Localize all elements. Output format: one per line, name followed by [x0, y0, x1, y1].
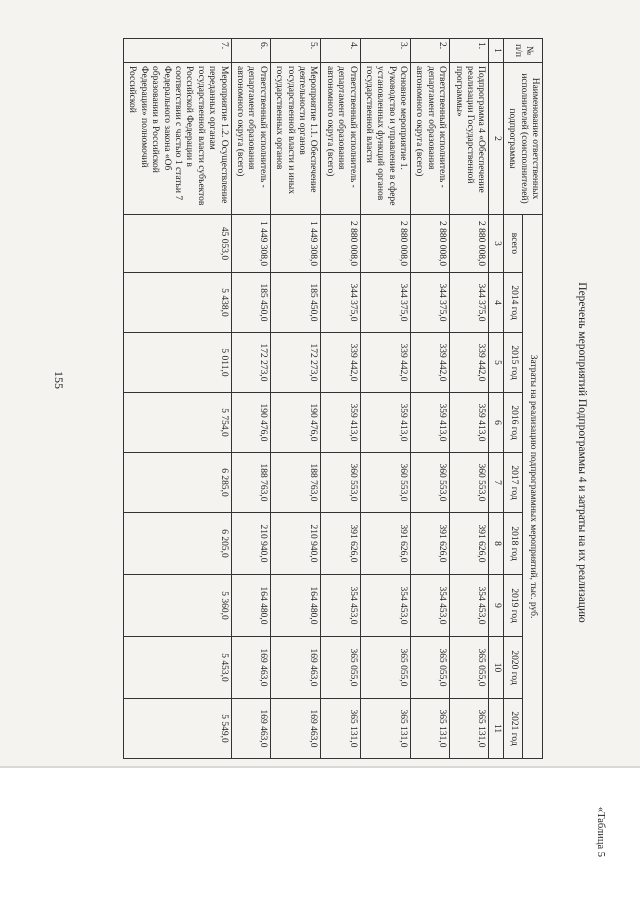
table-row	[411, 39, 450, 759]
index-cell: 5	[489, 333, 503, 393]
row-number: 4.	[321, 39, 360, 63]
header-year: 2021 год	[503, 699, 523, 759]
table-row	[270, 39, 321, 759]
table-row	[450, 39, 489, 759]
row-year-value: 190 476,0	[270, 393, 321, 453]
row-name: Подпрограмма 4 «Обеспечение реализации Государственной программы»	[450, 63, 489, 215]
row-number: 7.	[124, 39, 232, 63]
row-year-value: 359 413,0	[360, 393, 411, 453]
row-total: 45 053,0	[124, 215, 232, 273]
row-year-value: 339 442,0	[321, 333, 360, 393]
table-row	[360, 39, 411, 759]
index-cell: 11	[489, 699, 503, 759]
row-year-value: 210 940,0	[231, 513, 270, 575]
row-year-value: 359 413,0	[321, 393, 360, 453]
row-year-value: 360 553,0	[450, 453, 489, 513]
row-total: 2 880 008,0	[321, 215, 360, 273]
row-year-value: 365 055,0	[450, 637, 489, 699]
table-caption: Перечень мероприятий Подпрограммы 4 и затраты на их реализацию	[576, 282, 588, 623]
costs-table	[123, 38, 543, 759]
row-year-value: 391 626,0	[360, 513, 411, 575]
row-year-value: 354 453,0	[411, 575, 450, 637]
row-year-value: 5 453,0	[124, 637, 232, 699]
row-year-value: 210 940,0	[270, 513, 321, 575]
row-year-value: 344 375,0	[450, 273, 489, 333]
row-year-value: 185 450,0	[270, 273, 321, 333]
row-number: 3.	[360, 39, 411, 63]
row-year-value: 365 131,0	[411, 699, 450, 759]
table-label: «Таблица 5	[595, 806, 606, 857]
row-year-value: 391 626,0	[411, 513, 450, 575]
row-year-value: 359 413,0	[450, 393, 489, 453]
row-name: Основное мероприятие 1. Руководство и управление в сфере установленных функций органов государственной власти	[360, 63, 411, 215]
header-year: 2016 год	[503, 393, 523, 453]
row-year-value: 391 626,0	[450, 513, 489, 575]
index-row	[489, 39, 503, 759]
header-costs: Затраты на реализацию подпрограммных мероприятий, тыс. руб.	[523, 215, 543, 759]
row-year-value: 365 055,0	[360, 637, 411, 699]
row-year-value: 365 055,0	[411, 637, 450, 699]
row-year-value: 6 205,0	[124, 513, 232, 575]
row-year-value: 344 375,0	[321, 273, 360, 333]
row-year-value: 164 480,0	[231, 575, 270, 637]
index-cell: 2	[489, 63, 503, 215]
row-year-value: 169 463,0	[270, 699, 321, 759]
row-year-value: 365 131,0	[450, 699, 489, 759]
scan-edge	[0, 766, 640, 768]
row-name: Мероприятие 1.2. Осуществление переданных органам государственной власти субъектов Российской Федерации в соответствии с частью 1 статьи 7 Федерального закона «Об образовании в Российской Федерации» полномочий Российской	[124, 63, 232, 215]
index-cell: 6	[489, 393, 503, 453]
row-year-value: 169 463,0	[270, 637, 321, 699]
table-row	[124, 39, 232, 759]
row-year-value: 5 549,0	[124, 699, 232, 759]
row-year-value: 391 626,0	[321, 513, 360, 575]
header-no: № п/п	[503, 39, 542, 63]
row-year-value: 6 285,0	[124, 453, 232, 513]
row-name: Ответственный исполнитель - департамент образования автономного округа (всего)	[231, 63, 270, 215]
index-cell: 7	[489, 453, 503, 513]
row-year-value: 339 442,0	[360, 333, 411, 393]
row-year-value: 360 553,0	[411, 453, 450, 513]
row-year-value: 360 553,0	[360, 453, 411, 513]
row-year-value: 365 131,0	[321, 699, 360, 759]
row-year-value: 188 763,0	[231, 453, 270, 513]
row-year-value: 354 453,0	[321, 575, 360, 637]
row-year-value: 169 463,0	[231, 699, 270, 759]
index-cell: 4	[489, 273, 503, 333]
row-year-value: 5 754,0	[124, 393, 232, 453]
row-year-value: 365 131,0	[360, 699, 411, 759]
index-cell: 9	[489, 575, 503, 637]
row-year-value: 5 011,0	[124, 333, 232, 393]
row-year-value: 339 442,0	[450, 333, 489, 393]
row-total: 2 880 008,0	[360, 215, 411, 273]
header-total: всего	[503, 215, 523, 273]
table-row	[231, 39, 270, 759]
row-number: 5.	[270, 39, 321, 63]
index-cell: 1	[489, 39, 503, 63]
index-cell: 10	[489, 637, 503, 699]
table-row	[321, 39, 360, 759]
row-name: Мероприятие 1.1. Обеспечение деятельности органов государственной власти и иных государственных органов	[270, 63, 321, 215]
row-year-value: 344 375,0	[360, 273, 411, 333]
row-number: 6.	[231, 39, 270, 63]
row-total: 2 880 008,0	[450, 215, 489, 273]
row-name: Ответственный исполнитель - департамент образования автономного округа (всего)	[411, 63, 450, 215]
row-year-value: 172 273,0	[270, 333, 321, 393]
row-year-value: 190 476,0	[231, 393, 270, 453]
header-year: 2014 год	[503, 273, 523, 333]
row-year-value: 172 273,0	[231, 333, 270, 393]
header-year: 2018 год	[503, 513, 523, 575]
row-year-value: 164 480,0	[270, 575, 321, 637]
header-name: Наименование ответственных исполнителей (соисполнителей) подпрограммы	[503, 63, 542, 215]
header-year: 2015 год	[503, 333, 523, 393]
header-year: 2020 год	[503, 637, 523, 699]
index-cell: 3	[489, 215, 503, 273]
row-total: 2 880 008,0	[411, 215, 450, 273]
row-year-value: 339 442,0	[411, 333, 450, 393]
row-year-value: 185 450,0	[231, 273, 270, 333]
row-year-value: 344 375,0	[411, 273, 450, 333]
row-year-value: 354 453,0	[360, 575, 411, 637]
row-name: Ответственный исполнитель - департамент образования автономного округа (всего)	[321, 63, 360, 215]
row-year-value: 169 463,0	[231, 637, 270, 699]
row-total: 1 449 308,0	[231, 215, 270, 273]
row-year-value: 5 438,0	[124, 273, 232, 333]
row-year-value: 5 360,0	[124, 575, 232, 637]
index-cell: 8	[489, 513, 503, 575]
row-year-value: 359 413,0	[411, 393, 450, 453]
row-year-value: 365 055,0	[321, 637, 360, 699]
page-number: 155	[52, 371, 66, 389]
row-year-value: 354 453,0	[450, 575, 489, 637]
row-number: 1.	[450, 39, 489, 63]
row-year-value: 360 553,0	[321, 453, 360, 513]
row-number: 2.	[411, 39, 450, 63]
row-year-value: 188 763,0	[270, 453, 321, 513]
row-total: 1 449 308,0	[270, 215, 321, 273]
header-year: 2017 год	[503, 453, 523, 513]
header-year: 2019 год	[503, 575, 523, 637]
